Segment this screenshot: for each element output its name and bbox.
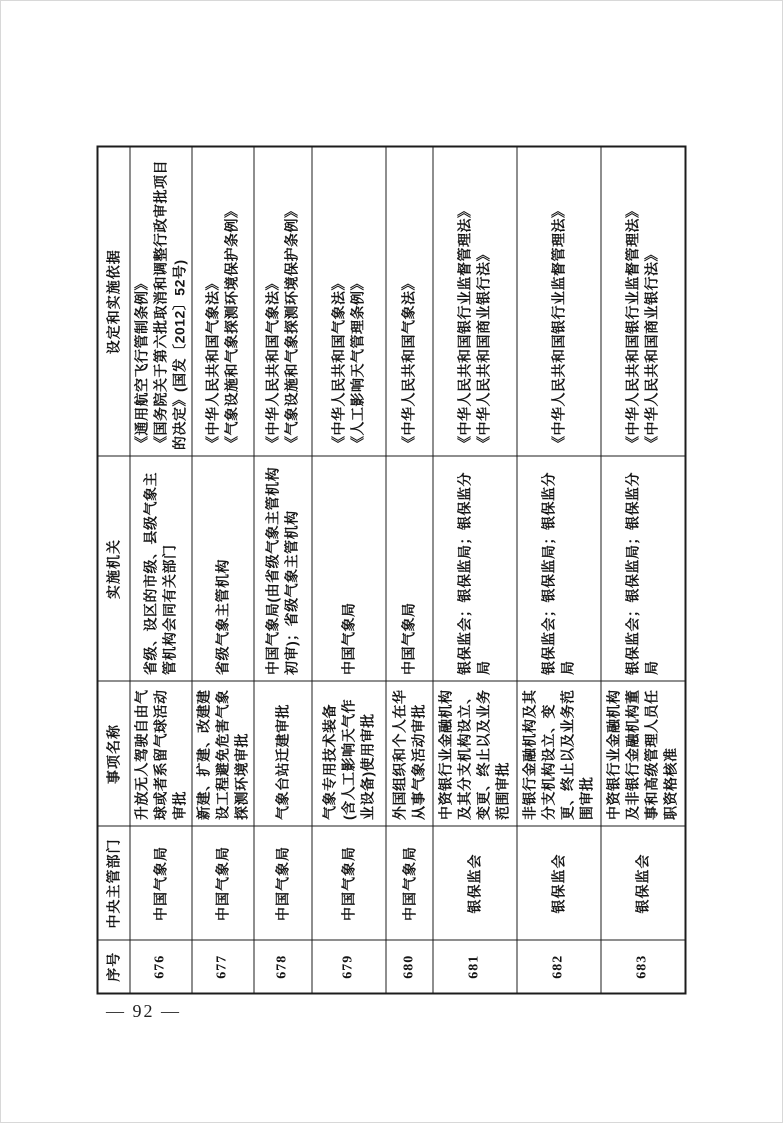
basis-entry: 《中华人民共和国银行业监督管理法》	[550, 203, 566, 450]
cell-implementing-organ: 中国气象局	[386, 457, 433, 682]
basis-entry: 《气象设施和气象探测环境保护条例》	[223, 203, 240, 450]
cell-department: 银保监会	[601, 827, 686, 941]
cell-item-name: 新建、扩建、改建建设工程避免危害气象探测环境审批	[192, 682, 254, 827]
cell-item-name: 外国组织和个人在华从事气象活动审批	[386, 682, 433, 827]
rotated-table-container	[97, 148, 681, 995]
basis-entry: 《中华人民共和国气象法》	[400, 276, 417, 450]
cell-implementing-organ: 中国气象局(由省级气象主管机构初审)；省级气象主管机构	[254, 457, 312, 682]
cell-implementing-organ: 省级气象主管机构	[192, 457, 254, 682]
cell-item-name: 非银行金融机构及其分支机构设立、变更、终止以及业务范围审批	[517, 682, 601, 827]
cell-department: 中国气象局	[130, 827, 192, 941]
cell-serial: 676	[130, 941, 192, 994]
col-header-item-name: 事项名称	[98, 682, 130, 827]
cell-basis	[386, 147, 433, 457]
basis-entry: 《中华人民共和国商业银行法》	[475, 247, 492, 450]
cell-department: 中国气象局	[386, 827, 433, 941]
basis-entry: 《国务院关于第六批取消和调整行政审批项目的决定》(国发〔2012〕52号)	[152, 160, 187, 450]
table-row	[312, 147, 386, 994]
cell-basis	[517, 147, 601, 457]
col-header-implementing-organ: 实施机关	[98, 457, 130, 682]
cell-department: 银保监会	[433, 827, 517, 941]
basis-entry: 《气象设施和气象探测环境保护条例》	[283, 203, 300, 450]
cell-serial: 679	[312, 941, 386, 994]
page-number: — 92 —	[106, 1001, 181, 1021]
cell-item-name: 中资银行业金融机构及非银行金融机构董事和高级管理人员任职资格核准	[601, 682, 686, 827]
basis-entry: 《中华人民共和国商业银行法》	[643, 247, 660, 450]
cell-implementing-organ: 银保监会；银保监局；银保监分局	[517, 457, 601, 682]
basis-entry: 《中华人民共和国气象法》	[204, 276, 221, 450]
table-row	[601, 147, 686, 994]
table-row	[254, 147, 312, 994]
table-row	[192, 147, 254, 994]
cell-serial: 678	[254, 941, 312, 994]
cell-basis	[312, 147, 386, 457]
cell-basis	[433, 147, 517, 457]
approval-items-table	[97, 146, 687, 995]
cell-basis	[130, 147, 192, 457]
cell-serial: 680	[386, 941, 433, 994]
basis-entry: 《中华人民共和国气象法》	[330, 276, 347, 450]
table-row	[130, 147, 192, 994]
cell-basis	[254, 147, 312, 457]
cell-item-name: 气象台站迁建审批	[254, 682, 312, 827]
cell-basis	[601, 147, 686, 457]
table-row	[386, 147, 433, 994]
cell-item-name: 升放无人驾驶自由气球或者系留气球活动审批	[130, 682, 192, 827]
cell-department: 中国气象局	[192, 827, 254, 941]
cell-serial: 677	[192, 941, 254, 994]
cell-item-name: 中资银行业金融机构及其分支机构设立、变更、终止以及业务范围审批	[433, 682, 517, 827]
cell-implementing-organ: 银保监会；银保监局；银保监分局	[433, 457, 517, 682]
cell-item-name: 气象专用技术装备(含人工影响天气作业设备)使用审批	[312, 682, 386, 827]
basis-entry: 《中华人民共和国气象法》	[264, 276, 281, 450]
basis-entry: 《中华人民共和国银行业监督管理法》	[624, 203, 641, 450]
col-header-serial: 序号	[98, 941, 130, 994]
table-header-row	[98, 147, 130, 994]
cell-serial: 682	[517, 941, 601, 994]
cell-implementing-organ: 银保监会；银保监局；银保监分局	[601, 457, 686, 682]
cell-implementing-organ: 中国气象局	[312, 457, 386, 682]
cell-serial: 683	[601, 941, 686, 994]
table-row	[517, 147, 601, 994]
col-header-department: 中央主管部门	[98, 827, 130, 941]
cell-department: 中国气象局	[254, 827, 312, 941]
basis-entry: 《通用航空飞行管制条例》	[133, 276, 149, 450]
cell-department: 银保监会	[517, 827, 601, 941]
cell-department: 中国气象局	[312, 827, 386, 941]
cell-basis	[192, 147, 254, 457]
cell-implementing-organ: 省级、设区的市级、县级气象主管机构会同有关部门	[130, 457, 192, 682]
basis-entry: 《中华人民共和国银行业监督管理法》	[456, 203, 473, 450]
col-header-basis: 设定和实施依据	[98, 147, 130, 457]
table-row	[433, 147, 517, 994]
basis-entry: 《人工影响天气管理条例》	[349, 276, 366, 450]
cell-serial: 681	[433, 941, 517, 994]
